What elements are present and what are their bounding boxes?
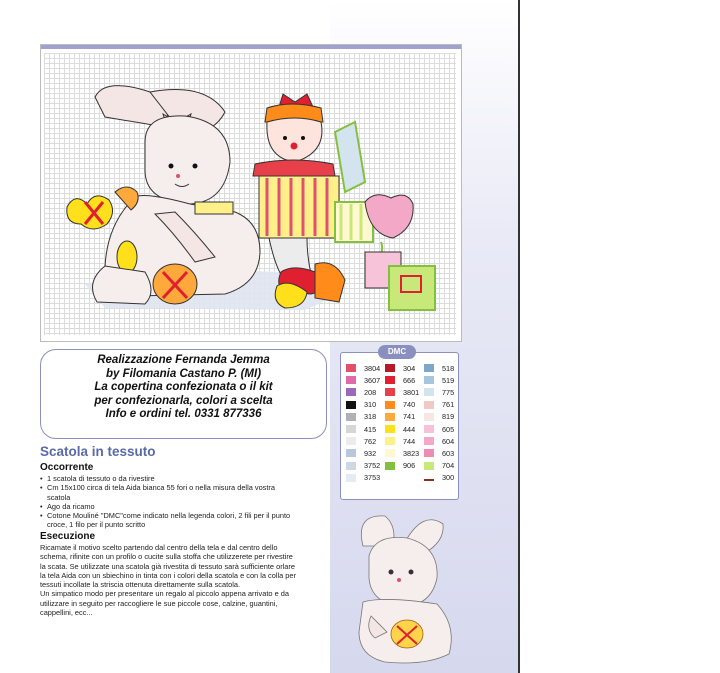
color-code: 208 bbox=[364, 387, 377, 397]
color-swatch bbox=[424, 364, 434, 372]
color-code: 519 bbox=[442, 375, 455, 385]
color-swatch bbox=[385, 413, 395, 421]
legend-item bbox=[424, 435, 463, 447]
color-swatch bbox=[385, 401, 395, 409]
color-swatch bbox=[385, 462, 395, 470]
color-code: 605 bbox=[442, 424, 455, 434]
color-code: 761 bbox=[442, 400, 455, 410]
color-code: 741 bbox=[403, 412, 416, 422]
color-code: 603 bbox=[442, 448, 455, 458]
color-code: 604 bbox=[442, 436, 455, 446]
legend-item bbox=[424, 399, 463, 411]
color-code: 3801 bbox=[403, 387, 420, 397]
color-swatch bbox=[346, 376, 356, 384]
credits-line: per confezionarla, colori a scelta bbox=[94, 394, 273, 407]
legend-item bbox=[346, 447, 385, 459]
credits-line: Info e ordini tel. 0331 877336 bbox=[105, 408, 262, 420]
color-swatch bbox=[385, 474, 395, 482]
esecuzione-text: Ricamate il motivo scelto partendo dal centro della tela e dal centro dello schema, rifinite con un profilo o cucite sulla stoffa che utilizzerete per rivestire la scata. Se utilizzate una scatola già rivestita di tessuto sarà sufficiente orlare la tela Aida con un sbiechino in tinta con i colori della scatola e con la colla per tessuti incollate la striscia ottenuta direttamente sulla scatola. Un simpatico modo per presentare un regalo al piccolo appena arrivato e da utilizzare in seguito per raccogliere le sue piccole cose, calzine, guantini, cappellini, ecc... bbox=[40, 543, 296, 618]
color-swatch bbox=[424, 425, 434, 433]
color-code: 444 bbox=[403, 424, 416, 434]
color-swatch bbox=[346, 364, 356, 372]
color-code: 415 bbox=[364, 424, 377, 434]
article-title: Scatola in tessuto bbox=[40, 444, 156, 459]
color-code: 300 bbox=[442, 473, 455, 483]
esecuzione-heading: Esecuzione bbox=[40, 531, 96, 542]
color-swatch bbox=[385, 437, 395, 445]
list-item: • Ago da ricamo bbox=[40, 502, 300, 511]
color-code: 932 bbox=[364, 448, 377, 458]
credits-line: Realizzazione Fernanda Jemma bbox=[97, 354, 270, 366]
color-code: 666 bbox=[403, 375, 416, 385]
legend-item bbox=[346, 472, 385, 484]
color-swatch bbox=[424, 462, 434, 470]
color-swatch bbox=[424, 401, 434, 409]
legend-item bbox=[385, 472, 424, 484]
color-code: 3823 bbox=[403, 448, 420, 458]
legend-item bbox=[385, 411, 424, 423]
color-code: 3753 bbox=[364, 473, 381, 483]
chart-top-band bbox=[41, 45, 461, 49]
color-swatch bbox=[424, 475, 434, 481]
color-swatch bbox=[346, 388, 356, 396]
legend-item bbox=[424, 374, 463, 386]
color-swatch bbox=[346, 449, 356, 457]
legend-item bbox=[385, 399, 424, 411]
legend-item bbox=[385, 435, 424, 447]
legend-item bbox=[346, 411, 385, 423]
credits-line: by Filomania Castano P. (MI) bbox=[105, 367, 262, 380]
legend-item bbox=[424, 460, 463, 472]
color-code: 704 bbox=[442, 461, 455, 471]
color-code: 740 bbox=[403, 400, 416, 410]
color-swatch bbox=[346, 437, 356, 445]
list-item: • Cotone Mouliné "DMC"come indicato nella legenda colori, 2 fili per il punto croce, 1 filo per il punto scritto bbox=[40, 511, 300, 530]
legend-item bbox=[346, 362, 385, 374]
color-code: 744 bbox=[403, 436, 416, 446]
color-code: 310 bbox=[364, 400, 377, 410]
color-code: 304 bbox=[403, 363, 416, 373]
legend-item bbox=[346, 386, 385, 398]
legend-item bbox=[385, 374, 424, 386]
color-swatch bbox=[424, 376, 434, 384]
legend-item bbox=[385, 423, 424, 435]
legend-item bbox=[424, 423, 463, 435]
credits-box bbox=[40, 349, 327, 439]
color-code: 762 bbox=[364, 436, 377, 446]
color-code: 3607 bbox=[364, 375, 381, 385]
legend-item bbox=[385, 460, 424, 472]
color-swatch bbox=[424, 449, 434, 457]
legend-item bbox=[385, 447, 424, 459]
legend-item bbox=[424, 447, 463, 459]
legend-item bbox=[424, 411, 463, 423]
legend-item bbox=[424, 386, 463, 398]
legend-item bbox=[385, 386, 424, 398]
legend-item bbox=[346, 460, 385, 472]
occorrente-list bbox=[40, 474, 300, 530]
legend-item bbox=[385, 362, 424, 374]
color-swatch bbox=[346, 462, 356, 470]
legend-item bbox=[346, 423, 385, 435]
color-code: 775 bbox=[442, 387, 455, 397]
legend-item bbox=[424, 472, 463, 484]
color-swatch bbox=[346, 401, 356, 409]
color-swatch bbox=[346, 413, 356, 421]
color-code: 906 bbox=[403, 461, 416, 471]
color-code: 3752 bbox=[364, 461, 381, 471]
color-swatch bbox=[424, 388, 434, 396]
list-item: • Cm 15x100 circa di tela Aida bianca 55 fori o nella misura della vostra scatola bbox=[40, 483, 300, 502]
color-swatch bbox=[385, 425, 395, 433]
legend-item bbox=[346, 374, 385, 386]
color-code: 318 bbox=[364, 412, 377, 422]
page-edge bbox=[518, 0, 520, 673]
color-code: 819 bbox=[442, 412, 455, 422]
legend-title: DMC bbox=[378, 345, 416, 359]
color-swatch bbox=[346, 425, 356, 433]
occorrente-heading: Occorrente bbox=[40, 462, 94, 473]
list-item: • 1 scatola di tessuto o da rivestire bbox=[40, 474, 300, 483]
color-swatch bbox=[385, 388, 395, 396]
color-code: 3804 bbox=[364, 363, 381, 373]
color-swatch bbox=[346, 474, 356, 482]
small-bunny-illustration bbox=[345, 506, 465, 668]
color-swatch bbox=[385, 376, 395, 384]
color-swatch bbox=[385, 449, 395, 457]
credits-line: La copertina confezionata o il kit bbox=[94, 381, 273, 393]
legend-item bbox=[346, 399, 385, 411]
bunny-and-clown-illustration bbox=[45, 52, 457, 334]
legend-item bbox=[346, 435, 385, 447]
color-code: 518 bbox=[442, 363, 455, 373]
legend-grid bbox=[346, 362, 463, 484]
color-swatch bbox=[424, 437, 434, 445]
color-swatch bbox=[424, 413, 434, 421]
legend-item bbox=[424, 362, 463, 374]
color-swatch bbox=[385, 364, 395, 372]
